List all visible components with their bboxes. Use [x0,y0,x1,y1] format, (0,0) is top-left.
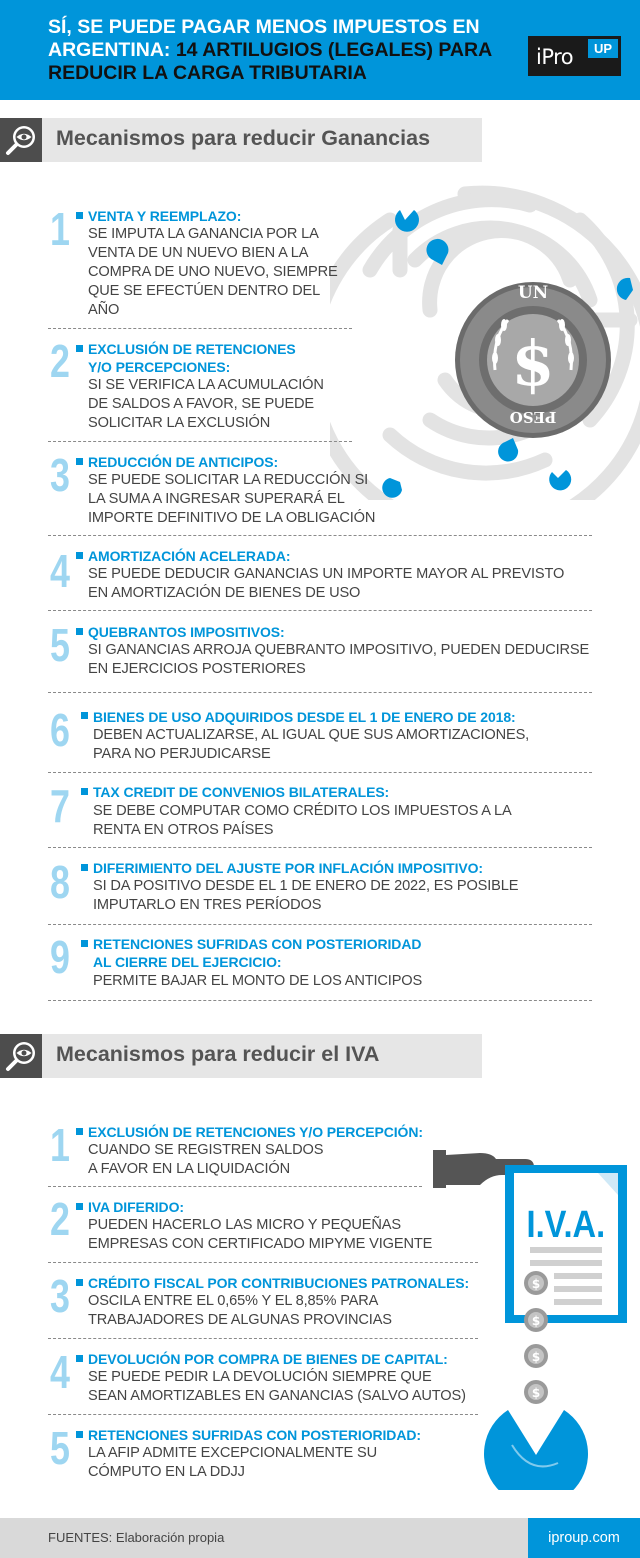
item-number: 5 [50,1422,70,1474]
item-text: VENTA DE UN NUEVO BIEN A LA [88,245,309,261]
item-text: SE PUEDE PEDIR LA DEVOLUCIÓN SIEMPRE QUE [88,1369,432,1385]
item-text: SE PUEDE DEDUCIR GANANCIAS UN IMPORTE MAYOR AL PREVISTO [88,566,565,582]
item-text: PARA NO PERJUDICARSE [93,746,271,762]
divider [48,924,592,925]
item-text: AÑO [88,302,120,318]
item-text: LA AFIP ADMITE EXCEPCIONALMENTE SU [88,1445,378,1461]
item-text: SI DA POSITIVO DESDE EL 1 DE ENERO DE 2022, ES POSIBLE [93,878,519,894]
divider [48,535,592,536]
section-ganancias-title: Mecanismos para reducir Ganancias [56,126,431,150]
divider [48,610,592,611]
coin-icon [524,1344,548,1368]
item-title: BIENES DE USO ADQUIRIDOS DESDE EL 1 DE ENERO DE 2018: [93,709,516,725]
item-text: SE DEBE COMPUTAR COMO CRÉDITO LOS IMPUESTOS A LA [93,803,512,819]
item-number: 2 [50,335,70,387]
item-text: SE IMPUTA LA GANANCIA POR LA [88,226,319,242]
section-icon-box [0,1034,42,1078]
svg-text:$: $ [531,1277,541,1291]
footer [0,1518,640,1558]
item-text: A FAVOR EN LA LIQUIDACIÓN [88,1161,290,1177]
item-number: 9 [50,931,70,983]
item-text: PUEDEN HACERLO LAS MICRO Y PEQUEÑAS [88,1217,401,1233]
bullet-icon [76,1203,83,1210]
item-text: PERMITE BAJAR EL MONTO DE LOS ANTICIPOS [93,973,423,989]
coin-icon [524,1271,548,1295]
item-text: SEAN AMORTIZABLES EN GANANCIAS (SALVO AUTOS) [88,1388,466,1404]
footer-site-link[interactable]: iproup.com [528,1518,640,1558]
divider [48,847,592,848]
bullet-icon [76,552,83,559]
item-text: DE SALDOS A FAVOR, SE PUEDE [88,396,315,412]
item-number: 5 [50,619,70,671]
item-title: QUEBRANTOS IMPOSITIVOS: [88,624,285,640]
item-number: 8 [50,856,70,908]
item-text: SE PUEDE SOLICITAR LA REDUCCIÓN SI [88,472,369,488]
iva-illustration [430,1145,640,1490]
item-text: LA SUMA A INGRESAR SUPERARÁ EL [88,491,345,507]
footer-source: FUENTES: Elaboración propia [48,1530,225,1545]
coin-dollar-symbol: $ [511,327,555,400]
logo-badge: UP [588,39,618,58]
divider [48,441,352,442]
divider [48,1414,478,1415]
pacman-icon [382,478,402,498]
item-number: 1 [50,203,70,255]
item-text: IMPORTE DEFINITIVO DE LA OBLIGACIÓN [88,510,376,526]
pacman-icon [484,1410,588,1490]
section-iva-title: Mecanismos para reducir el IVA [56,1042,380,1066]
item-text: CUANDO SE REGISTREN SALDOS [88,1142,324,1158]
item-text: OSCILA ENTRE EL 0,65% Y EL 8,85% PARA [88,1293,379,1309]
item-title: CRÉDITO FISCAL POR CONTRIBUCIONES PATRONALES: [88,1275,470,1291]
item-text: SI SE VERIFICA LA ACUMULACIÓN [88,377,324,393]
item-title: IVA DIFERIDO: [88,1199,184,1215]
divider [48,692,592,693]
coin-icon [524,1308,548,1332]
item-text: SOLICITAR LA EXCLUSIÓN [88,415,271,431]
section-ganancias-header [0,118,482,162]
divider [48,1186,422,1187]
item-title: AL CIERRE DEL EJERCICIO: [93,954,282,970]
maze-coin-illustration [330,160,640,500]
item-number: 3 [50,449,70,501]
bullet-icon [76,458,83,465]
bullet-icon [81,940,88,947]
item-number: 6 [50,704,70,756]
magnifier-eye-icon [0,118,42,162]
bullet-icon [81,864,88,871]
item-text: EMPRESAS CON CERTIFICADO MIPYME VIGENTE [88,1236,433,1252]
title-part-1: SÍ, SE PUEDE PAGAR MENOS IMPUESTOS EN ARGENTINA: [48,16,480,61]
coin-bottom-text: PESO [509,408,557,426]
pacman-icon [549,470,571,490]
coin-peso [455,282,611,438]
item-title: TAX CREDIT DE CONVENIOS BILATERALES: [93,784,390,800]
coin-icon [524,1380,548,1404]
item-text: IMPUTARLO EN TRES PERÍODOS [93,897,322,913]
item-number: 4 [50,1346,70,1398]
item-title: Y/O PERCEPCIONES: [88,359,231,375]
item-text: SI GANANCIAS ARROJA QUEBRANTO IMPOSITIVO, PUEDEN DEDUCIRSE [88,642,590,658]
item-number: 7 [50,780,70,832]
item-text: EN EJERCICIOS POSTERIORES [88,661,306,677]
item-title: EXCLUSIÓN DE RETENCIONES [88,341,296,357]
bullet-icon [76,1128,83,1135]
section-icon-box [0,118,42,162]
item-text: COMPRA DE UNO NUEVO, SIEMPRE [88,264,338,280]
bullet-icon [81,712,88,719]
svg-text:$: $ [531,1314,541,1328]
item-number: 1 [50,1119,70,1171]
iva-doc-label: I.V.A. [526,1202,606,1246]
item-title: AMORTIZACIÓN ACELERADA: [88,548,291,564]
item-title: REDUCCIÓN DE ANTICIPOS: [88,454,279,470]
iproup-logo[interactable] [528,36,621,76]
bullet-icon [76,1355,83,1362]
bullet-icon [81,788,88,795]
coin-top-text: UN [517,283,549,303]
title-part-2: 14 ARTILUGIOS (LEGALES) PARA [175,39,493,61]
divider [48,1338,478,1339]
divider [48,1262,478,1263]
bullet-icon [76,1431,83,1438]
coin-icons [524,1271,548,1404]
svg-text:$: $ [531,1386,541,1400]
svg-text:$: $ [531,1350,541,1364]
item-text: CÓMPUTO EN LA DDJJ [88,1464,245,1480]
divider [48,772,592,773]
iva-document [505,1165,627,1323]
bullet-icon [76,212,83,219]
item-text: QUE SE EFECTÚEN DENTRO DEL [88,283,321,299]
logo-text: iPro [536,45,574,69]
item-text: DEBEN ACTUALIZARSE, AL IGUAL QUE SUS AMORTIZACIONES, [93,727,530,743]
item-title: DIFERIMIENTO DEL AJUSTE POR INFLACIÓN IMPOSITIVO: [93,860,483,876]
item-text: EN AMORTIZACIÓN DE BIENES DE USO [88,585,361,601]
header-banner [0,0,640,100]
item-text: RENTA EN OTROS PAÍSES [93,822,274,838]
item-number: 2 [50,1193,70,1245]
bullet-icon [76,1279,83,1286]
section-iva-header [0,1034,482,1078]
item-title: EXCLUSIÓN DE RETENCIONES Y/O PERCEPCIÓN: [88,1124,423,1140]
bullet-icon [76,345,83,352]
divider [48,328,352,329]
item-title: RETENCIONES SUFRIDAS CON POSTERIORIDAD [93,936,422,952]
bullet-icon [76,628,83,635]
item-title: VENTA Y REEMPLAZO: [88,208,242,224]
item-number: 3 [50,1270,70,1322]
title-part-3: REDUCIR LA CARGA TRIBUTARIA [48,62,367,84]
magnifier-eye-icon [0,1034,42,1078]
page-title [48,16,508,85]
item-text: TRABAJADORES DE ALGUNAS PROVINCIAS [88,1312,392,1328]
item-title: DEVOLUCIÓN POR COMPRA DE BIENES DE CAPITAL: [88,1351,448,1367]
item-number: 4 [50,545,70,597]
item-title: RETENCIONES SUFRIDAS CON POSTERIORIDAD: [88,1427,421,1443]
divider [48,1000,592,1001]
